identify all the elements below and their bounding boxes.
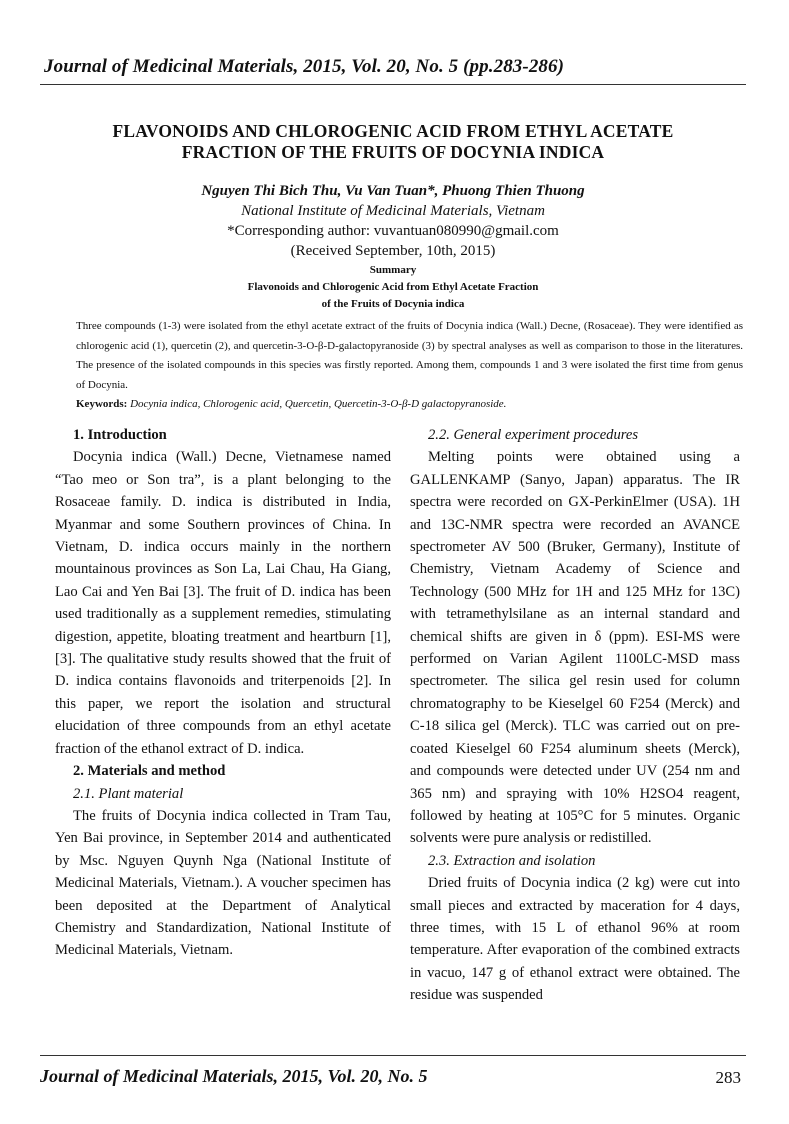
keywords-text: Docynia indica, Chlorogenic acid, Quercetin, Quercetin-3-O-β-D galactopyranoside. (130, 398, 507, 410)
received-date: (Received September, 10th, 2015) (290, 243, 496, 259)
author-names: Nguyen Thi Bich Thu, Vu Van Tuan*, Phuong Thien Thuong (201, 183, 585, 199)
corresponding-author: *Corresponding author: vuvantuan080990@gmail.com (227, 223, 559, 239)
running-head: Journal of Medicinal Materials, 2015, Vol. 20, No. 5 (pp.283-286) (44, 56, 565, 77)
page-number: 283 (715, 1068, 741, 1087)
author-block (40, 181, 746, 261)
footer-journal: Journal of Medicinal Materials, 2015, Vol. 20, No. 5 (40, 1066, 428, 1086)
author-institution: National Institute of Medicinal Materials, Vietnam (241, 203, 545, 219)
summary-subtitle-line-1: Flavonoids and Chlorogenic Acid from Ethyl Acetate Fraction (247, 281, 539, 293)
section-heading-materials: 2. Materials and method (73, 763, 226, 780)
title-line-2: FRACTION OF THE FRUITS OF DOCYNIA INDICA (181, 142, 605, 162)
keywords (76, 395, 743, 415)
paragraph-extraction: Dried fruits of Docynia indica (2 kg) were cut into small pieces and extracted by maceration for 4 days, three times, with 15 L of ethanol 96% at room temperature. After evaporation of the combined extracts in vacuo, 147 g of ethanol extract were obtained. The residue was suspended (410, 875, 740, 1004)
abstract-text: Three compounds (1-3) were isolated from the ethyl acetate extract of the fruits of Docynia indica (Wall.) Decne, (Rosaceae). They were identified as chlorogenic acid (1), quercetin (2), and quercetin-3-O-β-D-galactopyranoside (3) by spectral analyses as well as comparison to those in the literatures. The presence of the isolated compounds in this species was firstly reported. Among them, compounds 1 and 3 were isolated the first time from genus of Docynia. (76, 320, 743, 391)
summary-header (40, 262, 746, 313)
section-heading-introduction: 1. Introduction (73, 427, 167, 443)
summary-heading: Summary (369, 264, 417, 276)
paragraph-introduction: Docynia indica (Wall.) Decne, Vietnamese named “Tao meo or Son tra”, is a plant belonging to the Rosaceae family. D. indica is distributed in India, Myanmar and some Southern provinces of China. In Vietnam, D. indica occurs mainly in the northern mountainous provinces as Son La, Lai Chau, Ha Giang, Lao Cai and Yen Bai [3]. The fruit of D. indica has been used traditionally as a supplement remedies, stimulating digestion, appetite, bloating treatment and heartburn [1], [3]. The qualitative study results showed that the fruit of D. indica contains flavonoids and triterpenoids [2]. In this paper, we report the isolation and structural elucidation of three compounds from an ethyl acetate fraction of the ethanol extract of D. indica. (55, 449, 391, 757)
footer-rule (40, 1055, 746, 1056)
subsection-heading-general-procedures: 2.2. General experiment procedures (428, 427, 639, 443)
abstract (76, 317, 743, 415)
paragraph-general-procedures: Melting points were obtained using a GALLENKAMP (Sanyo, Japan) apparatus. The IR spectra were recorded on GX-PerkinElmer (USA). 1H and 13C-NMR spectra were recorded an AVANCE spectrometer AV 500 (Bruker, Germany), Institute of Chemistry, Vietnam Academy of Science and Technology (500 MHz for 1H and 125 MHz for 13C) with tetramethylsilane as an internal standard and chemical shifts are given in δ (ppm). ESI-MS were performed on Varian Agilent 1100LC-MSD mass spectrometer. The silica gel resin used for column chromatography to be Kieselgel 60 F254 (Merck) and C-18 silica gel (Merck). TLC was carried out on pre-coated Kieselgel 60 F254 aluminum sheets (Merck), and compounds were detected under UV (254 nm and 365 nm) and spraying with 10% H2SO4 reagent, followed by heating at 105°C for 5 minutes. Organic solvents were pure analysis or redistilled. (410, 449, 740, 847)
subsection-heading-plant-material: 2.1. Plant material (73, 785, 184, 802)
summary-subtitle-line-2: of the Fruits of Docynia indica (321, 298, 465, 310)
subsection-heading-extraction: 2.3. Extraction and isolation (428, 852, 596, 869)
title-line-1: FLAVONOIDS AND CHLOROGENIC ACID FROM ETHYL ACETATE (112, 121, 674, 141)
header-rule (40, 84, 746, 85)
article-title (40, 121, 746, 163)
left-column (55, 424, 391, 962)
keywords-label: Keywords: (76, 398, 128, 410)
right-column (410, 424, 740, 1007)
paragraph-plant-material: The fruits of Docynia indica collected in Tram Tau, Yen Bai province, in September 2014 and authenticated by Msc. Nguyen Quynh Nga (National Institute of Medicinal Materials, Vietnam.). A voucher specimen has been deposited at the Department of Analytical Chemistry and Standardization, National Institute of Medicinal Materials, Vietnam. (55, 807, 391, 959)
